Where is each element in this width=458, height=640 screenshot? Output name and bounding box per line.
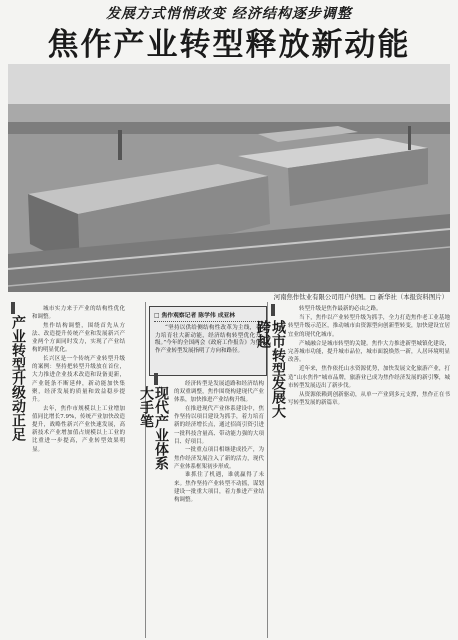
headline: 焦作产业转型释放新动能 — [47, 27, 411, 63]
paragraph: 城市实力来于产业的结构性优化和调整。 — [32, 306, 125, 321]
paragraph: 从资源依赖到创新驱动，从单一产业到多元支撑，焦作正在书写转型发展的新篇章。 — [288, 392, 450, 407]
section-title-industry-upgrade: 产业转型升级动正足 — [10, 315, 26, 441]
section-title-modern-industry: 现代产业体系大手笔 — [138, 386, 169, 470]
column-divider — [145, 302, 146, 638]
paragraph: 近年来，焦作依托山水资源优势，加快发展文化旅游产业，打造“山水焦作”城市品牌，旅游业已成为焦作经济发展的新引擎，城市转型发展迈出了新步伐。 — [288, 366, 450, 389]
paragraph: 转型升级是焦作最新的必由之路。 — [299, 306, 382, 312]
paragraph: 产城融合是城市转型的关键。焦作大力推进新型城镇化建设，完善城市功能，提升城市品位，城市面貌焕然一新，人居环境明显改善。 — [288, 340, 450, 364]
section-title-marker — [11, 302, 15, 314]
article-column-4 — [288, 305, 450, 639]
paragraph: 焦作结构调整，围绕首先从方法、改造提升传统产业和发展新兴产业两个方面同时发力，实现了产业结构的明显优化。 — [32, 322, 125, 354]
paragraph: 去年，焦作市规模以上工业增加值同比增长7.9%，传统产业加快改造提升，战略性新兴产业快速发展，高新技术产业增加值占规模以上工业的比重进一步提高，产业转型效果明显。 — [32, 405, 125, 453]
paragraph: 在推进现代产业体系建设中，焦作坚持以项目建设为抓手，着力培育新的经济增长点，通过招商引资引进一批科技含量高、带动能力强的大项目、好项目。 — [174, 406, 264, 445]
article-column-3 — [174, 380, 264, 639]
quote-text: “坚持以供给侧结构性改革为主线，着力培育壮大新动能，经济结构转型优化升级。”今年的全国两会《政府工作报告》为焦作产业转型发展指明了方向和路径。 — [155, 325, 261, 354]
kicker-subtitle: 发展方式悄悄改变 经济结构逐步调整 — [106, 6, 352, 22]
section-title-marker — [271, 304, 275, 316]
lead-quote-box — [149, 306, 267, 376]
column-divider — [267, 302, 268, 638]
section-title-city-transformation: 城市转型发展大跨越 — [255, 320, 286, 418]
article-column-1 — [32, 305, 125, 639]
section-title-marker — [154, 373, 158, 385]
photo-caption: 河南焦作钛业有限公司用户供图。□ 新华社（本报资料图片） — [273, 293, 448, 301]
quote-byline: □ 焦作观察记者 陈学伟 成亚林 — [154, 310, 262, 322]
factory-aerial-photo — [8, 64, 450, 292]
paragraph: 长兴区是一个传统产业转型升级的案例：坚持把转型升级放在首位，大力推进企业技术改造和设备更新，产业链条不断延伸，新动能加快集聚，经济发展的质量和效益稳步提升。 — [32, 356, 125, 404]
paragraph: 一批重点项目相继建成投产，为焦作经济发展注入了新的活力，现代产业体系框架初步形成。 — [174, 447, 264, 470]
paragraph: 经济转型是发展道路和经济结构的双重调整，焦作围绕构建现代产业体系，加快推进产业结构升级。 — [174, 381, 264, 404]
paragraph: 当下，焦作以产业转型升级为抓手，全力打造焦作老工业基地转型升级示范区，推动城市由资源型向创新型转变，加快建设宜居宜业的现代化城市。 — [288, 315, 450, 338]
paragraph: 谁抓住了机遇，谁就赢得了未来。焦作坚持产业转型不动摇，谋划建设一批重大项目，着力推进产业结构调整。 — [174, 472, 264, 504]
